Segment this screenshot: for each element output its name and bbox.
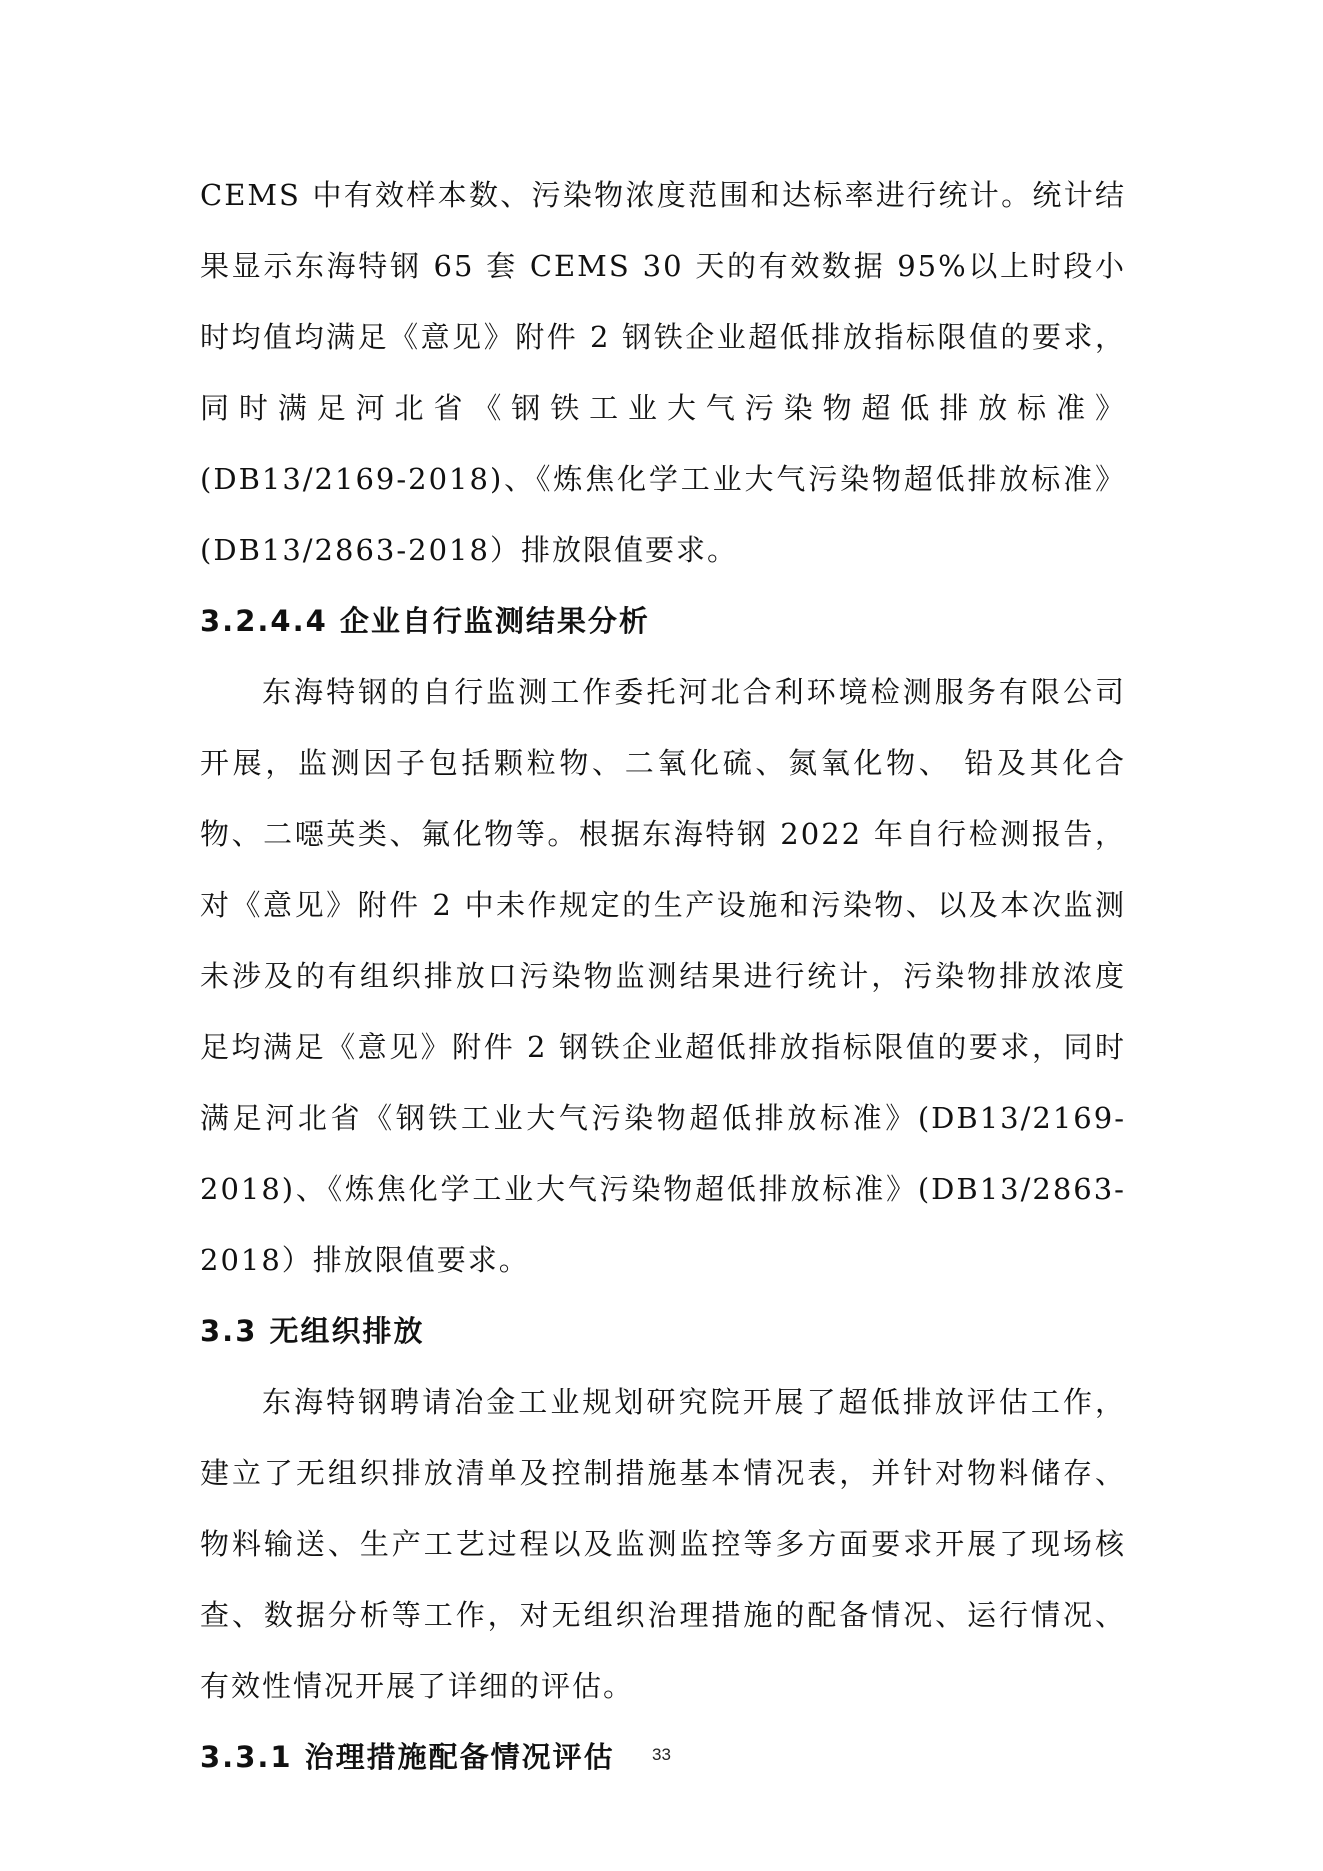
paragraph-self-monitoring: 东海特钢的自行监测工作委托河北合利环境检测服务有限公司开展，监测因子包括颗粒物、二氧化硫、氮氧化物、 铅及其化合物、二噁英类、氟化物等。根据东海特钢 2022 年自行检测报告，对《意见》附件 2 中未作规定的生产设施和污染物、以及本次监测未涉及的有组织排放口污染物监测结果进行统计，污染物排放浓度足均满足《意见》附件 2 钢铁企业超低排放指标限值的要求，同时满足河北省《钢铁工业大气污染物超低排放标准》(DB13/2169-2018)、《炼焦化学工业大气污染物超低排放标准》(DB13/2863-2018）排放限值要求。 [200, 675, 1126, 1277]
section-heading-3-2-4-4: 3.2.4.4 企业自行监测结果分析 [200, 604, 650, 638]
document-body [200, 160, 1126, 1793]
paragraph-cems-statistics: CEMS 中有效样本数、污染物浓度范围和达标率进行统计。统计结果显示东海特钢 65 套 CEMS 30 天的有效数据 95%以上时段小时均值均满足《意见》附件 2 钢铁企业超低排放指标限值的要求，同时满足河北省《钢铁工业大气污染物超低排放标准》(DB13/2169-2018)、《炼焦化学工业大气污染物超低排放标准》(DB13/2863-2018）排放限值要求。 [200, 178, 1126, 567]
section-heading-3-3: 3.3 无组织排放 [200, 1314, 425, 1348]
page-number: 33 [652, 1745, 671, 1764]
paragraph-fugitive-emissions: 东海特钢聘请冶金工业规划研究院开展了超低排放评估工作，建立了无组织排放清单及控制措施基本情况表，并针对物料储存、物料输送、生产工艺过程以及监测监控等多方面要求开展了现场核查、数据分析等工作，对无组织治理措施的配备情况、运行情况、有效性情况开展了详细的评估。 [200, 1385, 1126, 1703]
section-heading-3-3-1: 3.3.1 治理措施配备情况评估 [200, 1740, 615, 1774]
